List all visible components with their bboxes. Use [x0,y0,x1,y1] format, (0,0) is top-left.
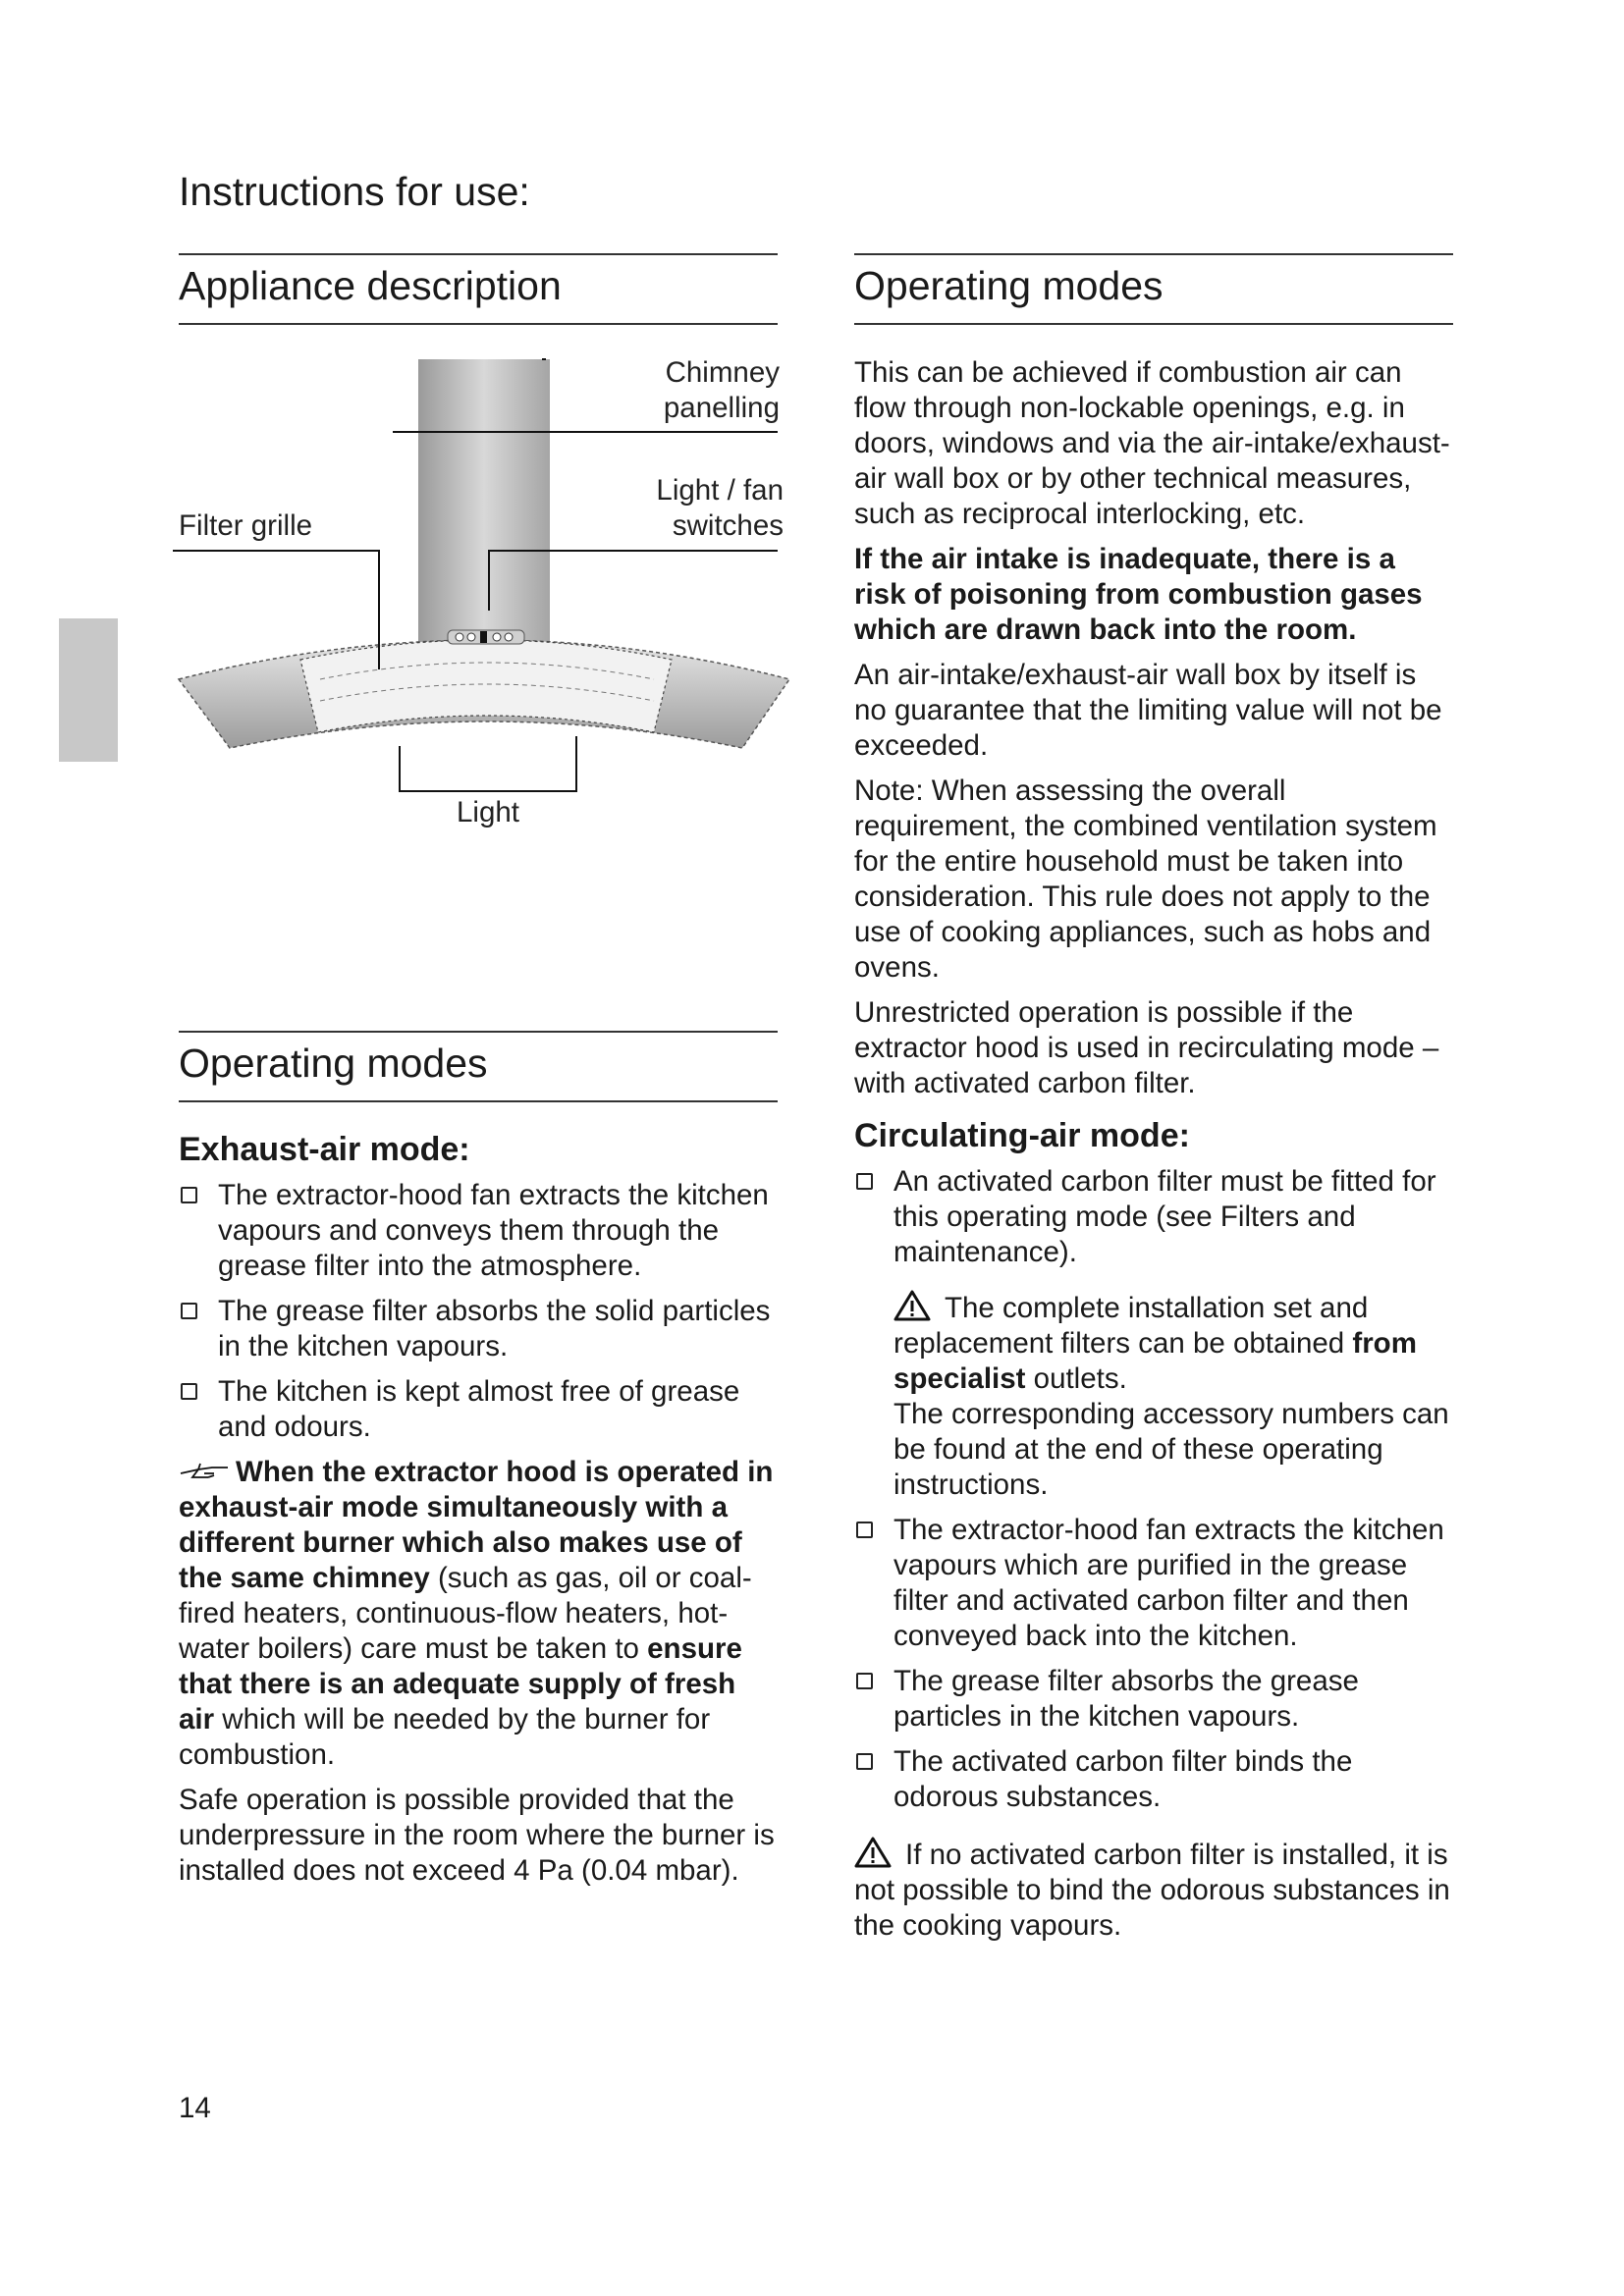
divider [179,323,778,325]
checkbox-icon [856,1753,873,1770]
appliance-diagram [173,346,791,846]
list-item-text: The grease filter absorbs the solid particles in the kitchen vapours. [218,1295,771,1362]
list-item-text: The kitchen is kept almost free of grease and odours. [218,1375,740,1443]
chimney-note [179,1455,778,1773]
switches-label-line: Light / fan [656,474,784,507]
caution-bold-text: from specialist [893,1327,1417,1395]
list-item [854,1744,1453,1815]
list-item-text: The grease filter absorbs the grease particles in the kitchen vapours. [893,1665,1359,1733]
section-tab-marker [59,618,118,762]
pointing-hand-icon [179,1460,230,1481]
list-item [854,1664,1453,1735]
checkbox-icon [181,1187,197,1203]
switches-label-line: switches [672,509,784,542]
switches-label [656,473,784,544]
divider [179,253,778,255]
filter-grille-label: Filter grille [179,509,313,542]
divider [179,1031,778,1033]
chimney-label [664,355,780,426]
list-item-text: The extractor-hood fan extracts the kitchen vapours which are purified in the grease filter and activated carbon filter and then conveyed back into the kitchen. [893,1514,1444,1652]
light-label: Light [457,796,519,828]
list-item [179,1374,778,1445]
chimney-label-line: panelling [663,392,780,424]
operating-modes-title-right: Operating modes [854,263,1164,308]
checkbox-icon [181,1303,197,1319]
note-bold-text: ensure that there is an adequate supply of fresh air [179,1632,742,1735]
chimney-label-line: Chimney [665,356,780,389]
appliance-description-title: Appliance description [179,263,562,308]
list-item [854,1164,1453,1270]
list-item-text: An activated carbon filter must be fitted for this operating mode (see Filters and maintenance). [893,1165,1436,1268]
checkbox-icon [856,1522,873,1538]
list-item [854,1513,1453,1654]
circulating-air-heading: Circulating-air mode: [854,1117,1190,1154]
caution-note [854,1290,1453,1503]
caution-text: The corresponding accessory numbers can be found at the end of these operating instructions. [893,1398,1449,1501]
poisoning-warning: If the air intake is inadequate, there is a risk of poisoning from combustion gases which are drawn back into the room. [854,543,1423,646]
warning-triangle-icon [893,1290,931,1321]
note-text: (such as gas, oil or coal-fired heaters, continuous-flow heaters, hot-water boilers) care must be taken to [179,1562,752,1665]
checkbox-icon [856,1673,873,1689]
operating-modes-title-left: Operating modes [179,1041,488,1086]
list-item [179,1178,778,1284]
note-bold-text: When the extractor hood is operated in exhaust-air mode simultaneously with a different burner which also makes use of the same chimney [179,1456,774,1594]
divider [179,1100,778,1102]
final-warning-text: If no activated carbon filter is installed, it is not possible to bind the odorous substances in the cooking vapours. [854,1839,1450,1942]
left-column-text [179,1129,778,1898]
final-warning [854,1837,1453,1944]
exhaust-air-heading: Exhaust-air mode: [179,1131,470,1168]
list-item [179,1294,778,1364]
combustion-air-paragraph: This can be achieved if combustion air can flow through non-lockable openings, e.g. in doors, windows and via the air-intake/exhaust-air wall box or by other technical measures, such as reciprocal interlocking, etc. [854,356,1450,530]
warning-triangle-icon [854,1837,892,1868]
unrestricted-operation-paragraph: Unrestricted operation is possible if the extractor hood is used in recirculating mode – with activated carbon filter. [854,996,1439,1099]
checkbox-icon [856,1173,873,1190]
page-number: 14 [179,2092,211,2124]
safe-operation-paragraph: Safe operation is possible provided that the underpressure in the room where the burner is installed does not exceed 4 Pa (0.04 mbar). [179,1784,775,1887]
checkbox-icon [181,1383,197,1400]
divider [854,253,1453,255]
caution-text: The complete installation set and replacement filters can be obtained [893,1292,1369,1360]
caution-text: outlets. [1025,1362,1127,1395]
wall-box-paragraph: An air-intake/exhaust-air wall box by itself is no guarantee that the limiting value will not be exceeded. [854,659,1442,762]
page-heading: Instructions for use: [179,169,530,214]
list-item-text: The activated carbon filter binds the odorous substances. [893,1745,1353,1813]
note-text: which will be needed by the burner for combustion. [179,1703,711,1771]
divider [854,323,1453,325]
right-column-text [854,355,1453,1953]
list-item-text: The extractor-hood fan extracts the kitchen vapours and conveys them through the grease filter into the atmosphere. [218,1179,769,1282]
note-paragraph: Note: When assessing the overall requirement, the combined ventilation system for the entire household must be taken into consideration. This rule does not apply to the use of cooking appliances, such as hobs and ovens. [854,774,1437,984]
